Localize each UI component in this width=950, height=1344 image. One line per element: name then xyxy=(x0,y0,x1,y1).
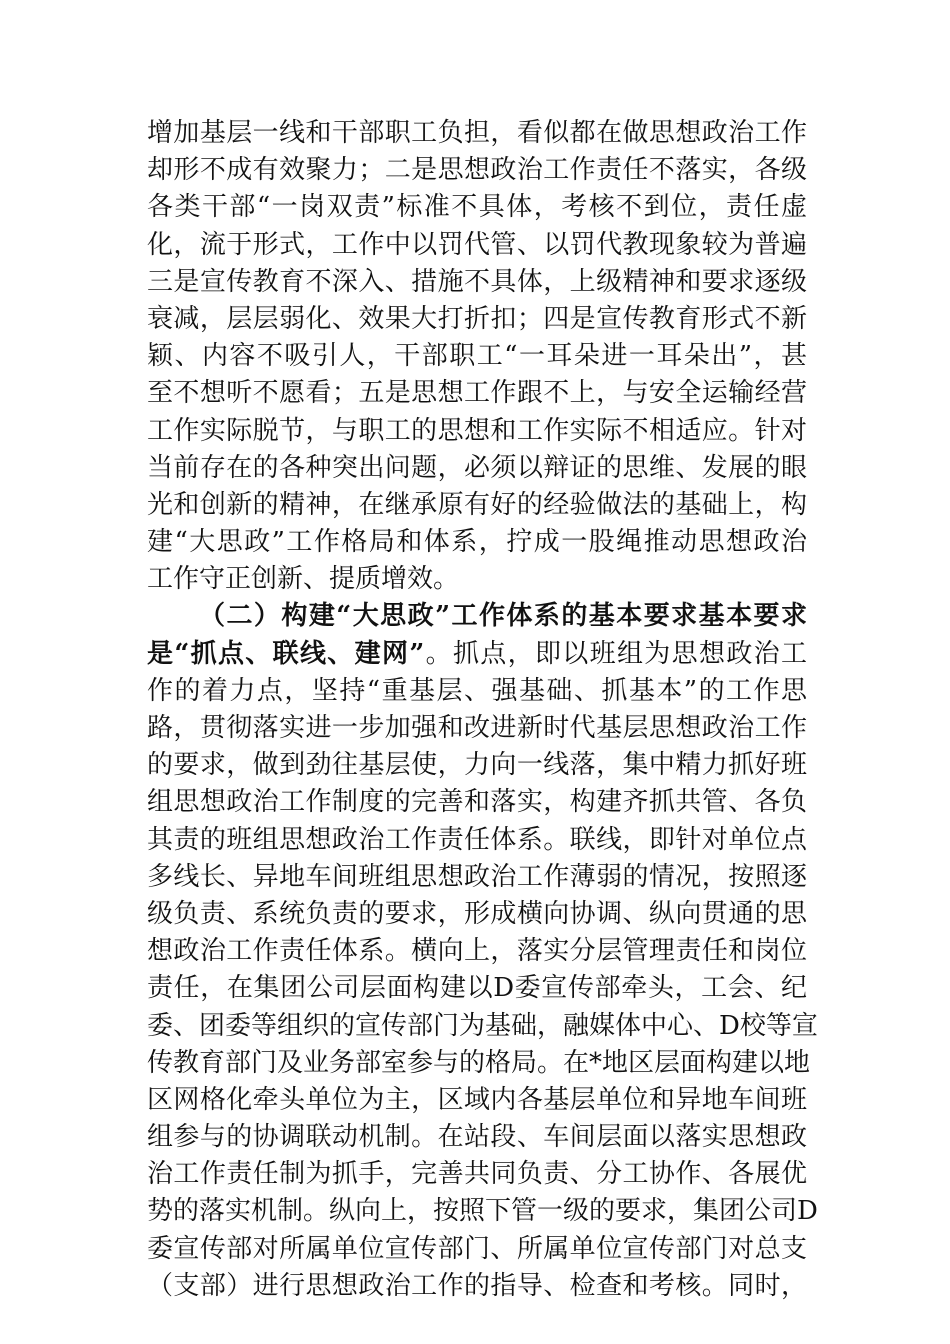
text-line: 衰减，层层弱化、效果大打折扣；四是宣传教育形式不新 xyxy=(147,303,807,334)
text-line xyxy=(147,636,807,673)
text-line: （支部）进行思想政治工作的指导、检查和考核。同时， xyxy=(147,1270,807,1301)
text-line: 组参与的协调联动机制。在站段、车间层面以落实思想政 xyxy=(147,1122,807,1153)
text-line: 建“大思政”工作格局和体系，拧成一股绳推动思想政治 xyxy=(147,527,807,558)
text-line: 组思想政治工作制度的完善和落实，构建齐抓共管、各负 xyxy=(147,787,807,818)
text-line: 区网格化牵头单位为主，区域内各基层单位和异地车间班 xyxy=(147,1084,807,1115)
paragraph-basic-requirements xyxy=(147,598,818,1305)
text-line: 委、团委等组织的宣传部门为基础，融媒体中心、D校等宣 xyxy=(147,1010,818,1041)
text-line: 想政治工作责任体系。横向上，落实分层管理责任和岗位 xyxy=(147,936,807,967)
text-line: 增加基层一线和干部职工负担，看似都在做思想政治工作 xyxy=(147,118,807,148)
text-line: 却形不成有效聚力；二是思想政治工作责任不落实，各级 xyxy=(147,155,807,186)
text-line: 的要求，做到劲往基层使，力向一线落，集中精力抓好班 xyxy=(147,750,807,781)
text-line: 颖、内容不吸引人，干部职工“一耳朵进一耳朵出”，甚 xyxy=(147,341,807,372)
text-line: 级负责、系统负责的要求，形成横向协调、纵向贯通的思 xyxy=(147,898,807,929)
paragraph-problems xyxy=(147,115,807,598)
text-line: 治工作责任制为抓手，完善共同负责、分工协作、各展优 xyxy=(147,1159,807,1190)
text-line: 路，贯彻落实进一步加强和改进新时代基层思想政治工作 xyxy=(147,713,807,743)
body-text xyxy=(147,115,818,1305)
text-line: 责任，在集团公司层面构建以D委宣传部牵头，工会、纪 xyxy=(147,973,807,1004)
text-line: 工作实际脱节，与职工的思想和工作实际不相适应。针对 xyxy=(147,415,807,446)
text-line: 传教育部门及业务部室参与的格局。在*地区层面构建以地 xyxy=(147,1047,811,1078)
text-line: 其责的班组思想政治工作责任体系。联线，即针对单位点 xyxy=(147,824,807,855)
text-line: 光和创新的精神，在继承原有好的经验做法的基础上，构 xyxy=(147,489,807,520)
text-line: 至不想听不愿看；五是思想工作跟不上，与安全运输经营 xyxy=(147,378,807,409)
section-heading: （二）构建“大思政”工作体系的基本要求基本要求 xyxy=(199,601,807,632)
text-line: 势的落实机制。纵向上，按照下管一级的要求，集团公司D xyxy=(147,1196,818,1227)
text-line: 工作守正创新、提质增效。 xyxy=(147,564,460,595)
text-line: 作的着力点，坚持“重基层、强基础、抓基本”的工作思 xyxy=(147,675,807,706)
text-line: 各类干部“一岗双责”标准不具体，考核不到位，责任虚 xyxy=(147,192,807,223)
text-segment: 。抓点，即以班组为思想政治工 xyxy=(424,638,807,669)
text-line: 委宣传部对所属单位宣传部门、所属单位宣传部门对总支 xyxy=(147,1233,807,1264)
text-line: 化，流于形式，工作中以罚代管、以罚代教现象较为普遍 xyxy=(147,229,807,260)
text-line: 当前存在的各种突出问题，必须以辩证的思维、发展的眼 xyxy=(147,452,807,483)
text-line: 多线长、异地车间班组思想政治工作薄弱的情况，按照逐 xyxy=(147,861,807,892)
section-heading-continued: 是“抓点、联线、建网” xyxy=(147,638,425,669)
text-line: 三是宣传教育不深入、措施不具体，上级精神和要求逐级 xyxy=(147,266,807,297)
